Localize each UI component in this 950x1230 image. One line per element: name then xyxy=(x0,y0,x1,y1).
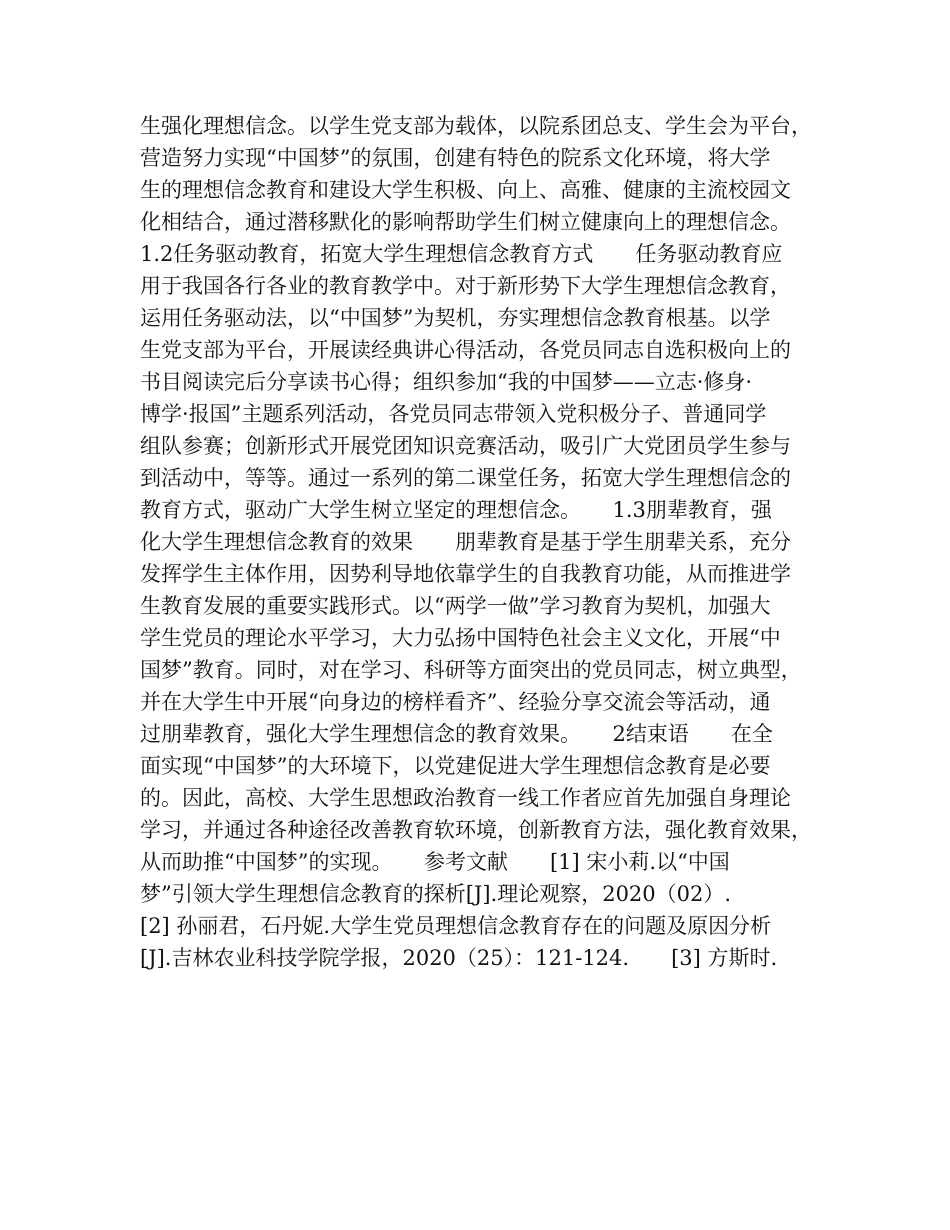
text-line: 生强化理想信念。以学生党支部为载体，以院系团总支、学生会为平台， xyxy=(140,114,812,138)
body-text xyxy=(140,110,830,974)
text-line: 生的理想信念教育和建设大学生积极、向上、高雅、健康的主流校园文 xyxy=(140,178,791,202)
text-line: 1.2任务驱动教育，拓宽大学生理想信念教育方式 任务驱动教育应 xyxy=(140,242,783,266)
text-line: 学生党员的理论水平学习，大力弘扬中国特色社会主义文化，开展“中 xyxy=(140,626,781,650)
text-line: 化相结合，通过潜移默化的影响帮助学生们树立健康向上的理想信念。 xyxy=(140,210,791,234)
text-line: 过朋辈教育，强化大学生理想信念的教育效果。 2结束语 在全 xyxy=(140,722,773,746)
text-line: 的。因此，高校、大学生思想政治教育一线工作者应首先加强自身理论 xyxy=(140,786,791,810)
text-line: 化大学生理想信念教育的效果 朋辈教育是基于学生朋辈关系，充分 xyxy=(140,530,791,554)
text-line: 生党支部为平台，开展读经典讲心得活动，各党员同志自选积极向上的 xyxy=(140,338,791,362)
text-line: 营造努力实现“中国梦”的氛围，创建有特色的院系文化环境，将大学 xyxy=(140,146,771,170)
text-line: 学习，并通过各种途径改善教育软环境，创新教育方法，强化教育效果， xyxy=(140,818,812,842)
text-line: 从而助推“中国梦”的实现。 参考文献 [1] 宋小莉.以“中国 xyxy=(140,850,730,874)
text-line: 书目阅读完后分享读书心得；组织参加“我的中国梦——立志·修身· xyxy=(140,370,753,394)
text-line: 组队参赛；创新形式开展党团知识竞赛活动，吸引广大党团员学生参与 xyxy=(140,434,791,458)
text-line: [2] 孙丽君，石丹妮.大学生党员理想信念教育存在的问题及原因分析 xyxy=(140,914,772,938)
text-line: 生教育发展的重要实践形式。以“两学一做”学习教育为契机，加强大 xyxy=(140,594,771,618)
text-line: 运用任务驱动法，以“中国梦”为契机，夯实理想信念教育根基。以学 xyxy=(140,306,771,330)
text-line: 并在大学生中开展“向身边的榜样看齐”、经验分享交流会等活动，通 xyxy=(140,690,771,714)
text-line: 用于我国各行各业的教育教学中。对于新形势下大学生理想信念教育， xyxy=(140,274,791,298)
text-line: [J].吉林农业科技学院学报，2020（25）：121-124. [3] 方斯时. xyxy=(140,946,778,970)
text-line: 面实现“中国梦”的大环境下，以党建促进大学生理想信念教育是必要 xyxy=(140,754,771,778)
text-line: 发挥学生主体作用，因势利导地依靠学生的自我教育功能，从而推进学 xyxy=(140,562,791,586)
text-line: 梦”引领大学生理想信念教育的探析[J].理论观察，2020（02）. xyxy=(140,882,732,906)
text-line: 国梦”教育。同时，对在学习、科研等方面突出的党员同志，树立典型， xyxy=(140,658,802,682)
text-line: 到活动中，等等。通过一系列的第二课堂任务，拓宽大学生理想信念的 xyxy=(140,466,791,490)
text-line: 教育方式，驱动广大学生树立坚定的理想信念。 1.3朋辈教育，强 xyxy=(140,498,772,522)
text-line: 博学·报国”主题系列活动，各党员同志带领入党积极分子、普通同学 xyxy=(140,402,767,426)
